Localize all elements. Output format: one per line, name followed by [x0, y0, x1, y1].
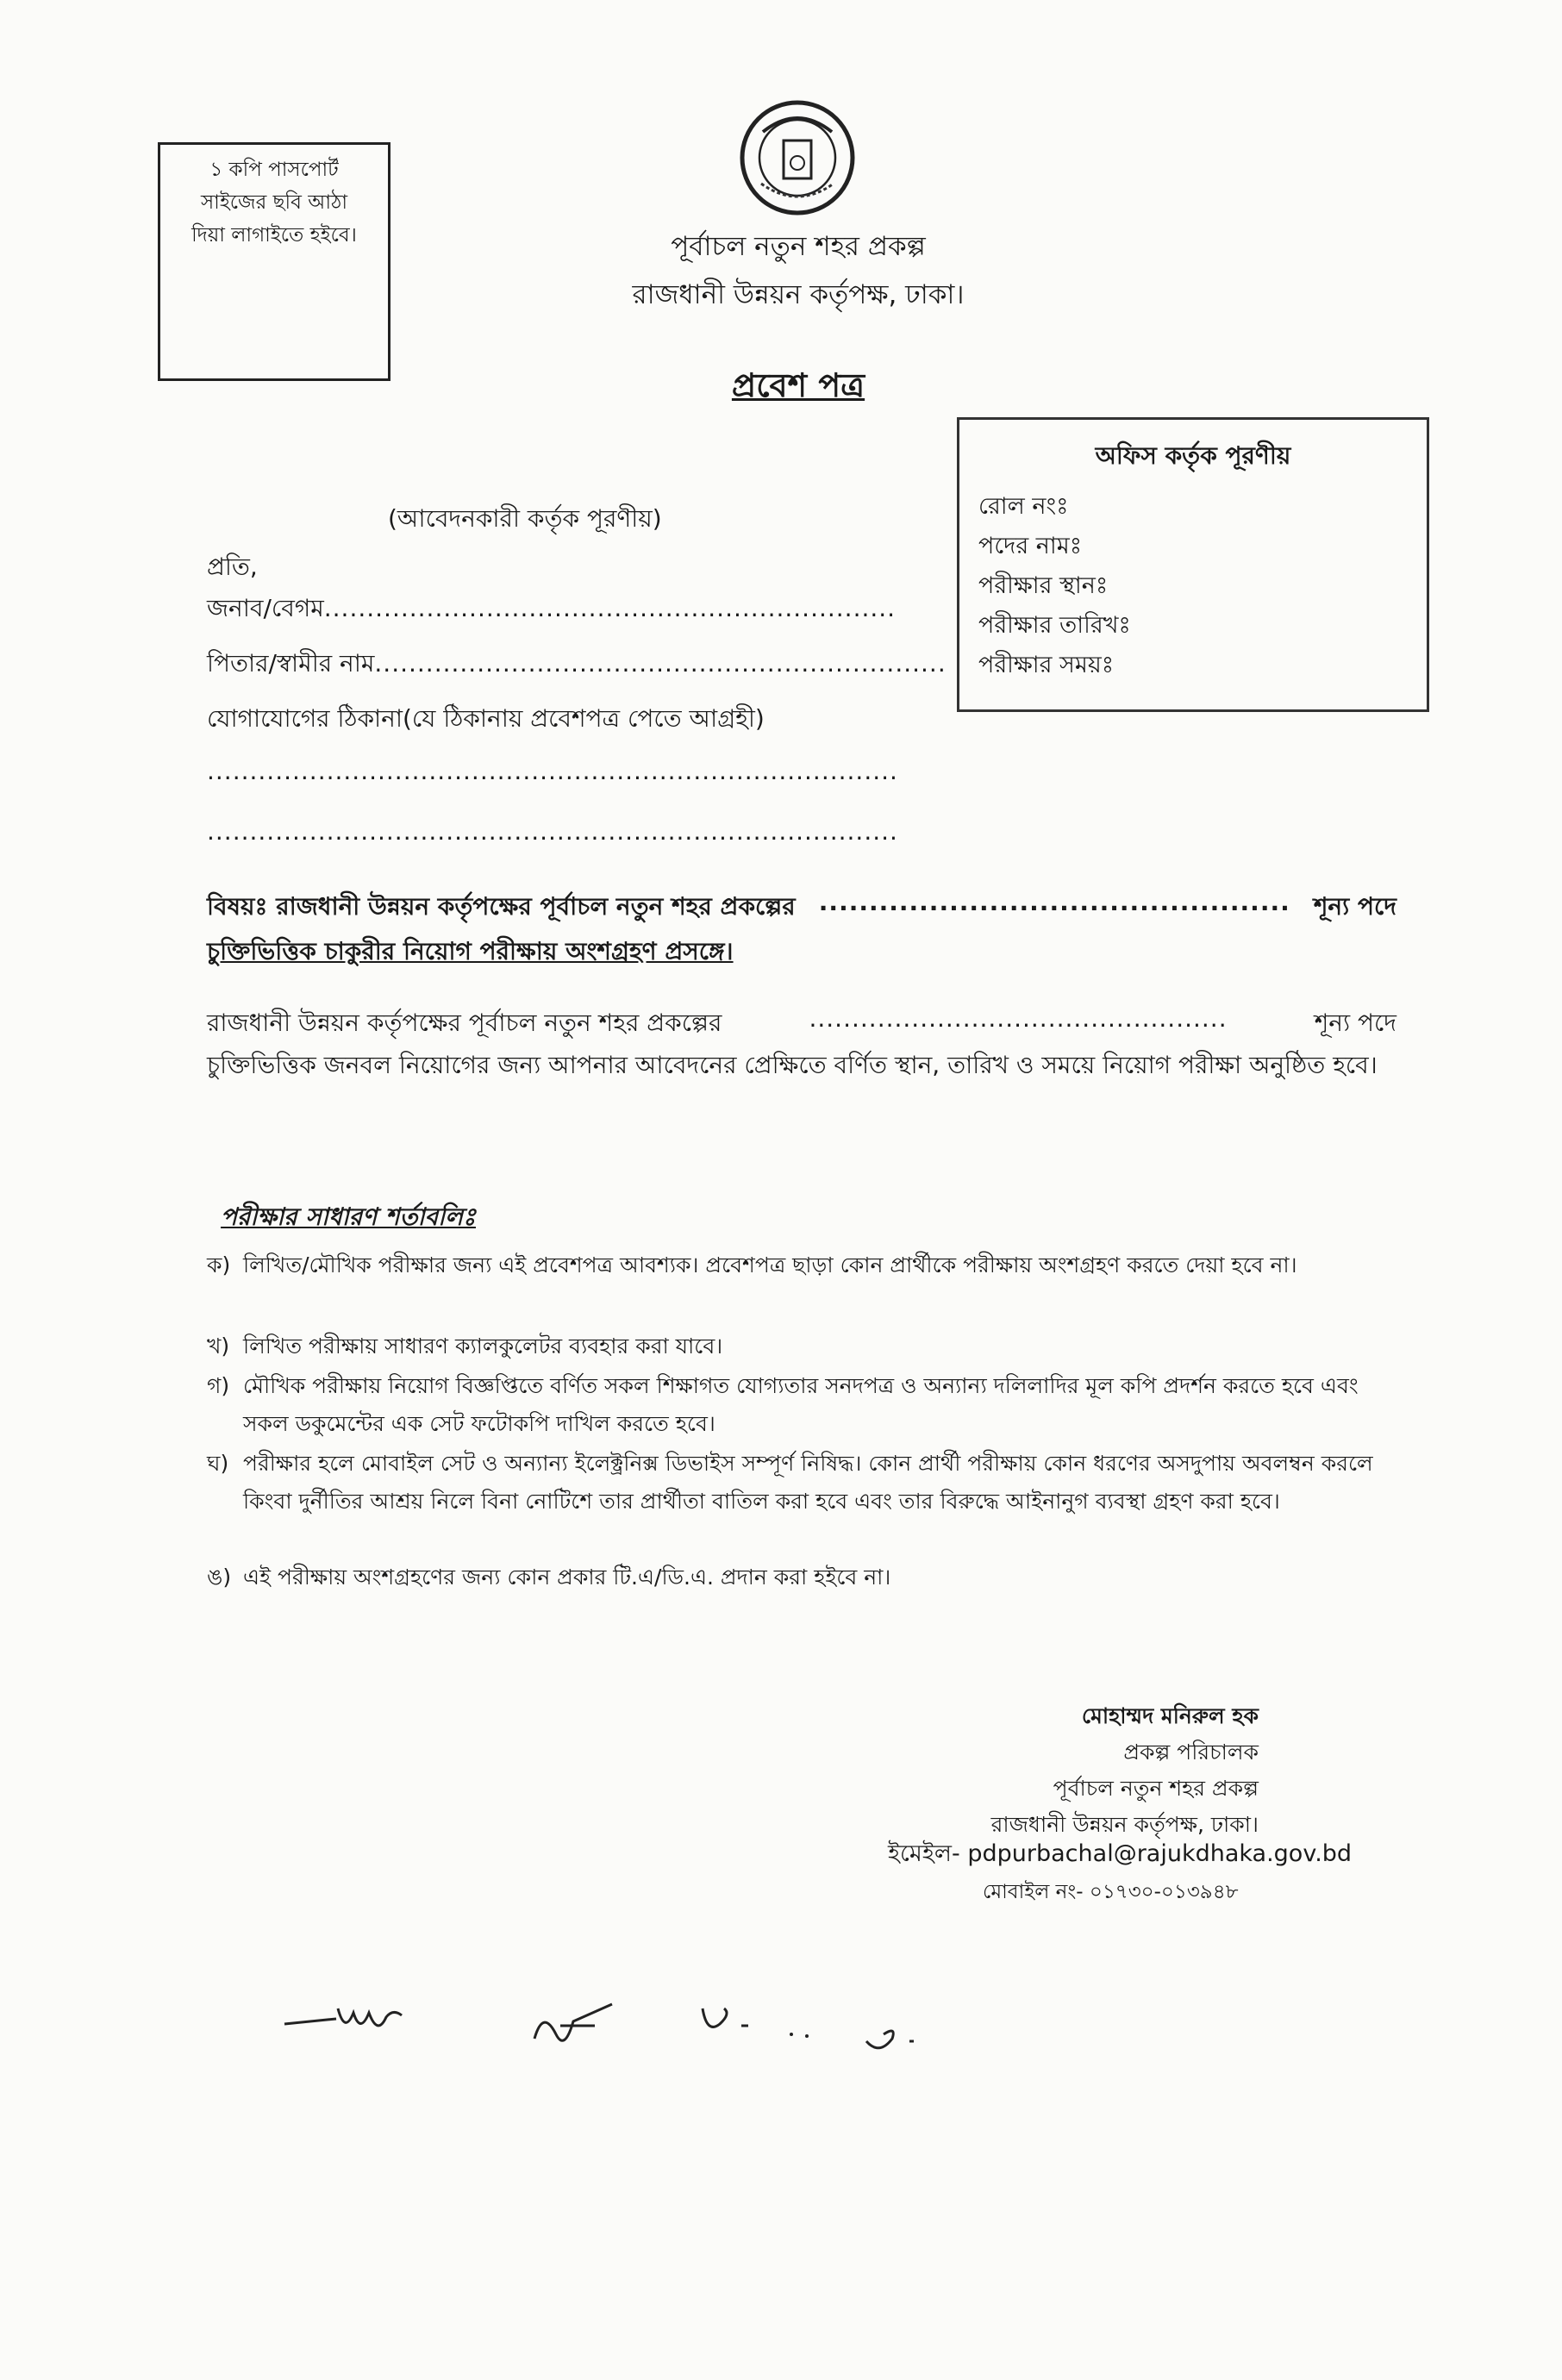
- rajuk-seal-icon: [737, 97, 858, 218]
- office-field-venue: পরীক্ষার স্থানঃ: [978, 572, 1109, 599]
- subject-line-2: চুক্তিভিত্তিক চাকুরীর নিয়োগ পরীক্ষায় অংশগ্রহণ প্রসঙ্গে।: [207, 937, 734, 965]
- signatory-authority: রাজধানী উন্নয়ন কর্তৃপক্ষ, ঢাকা।: [990, 1812, 1259, 1837]
- address-line-1[interactable]: .................................................................................: [207, 757, 898, 785]
- term-item-ga: [207, 1367, 1381, 1443]
- term-text: পরীক্ষার হলে মোবাইল সেট ও অন্যান্য ইলেক্ট্রনিক্স ডিভাইস সম্পূর্ণ নিষিদ্ধ। কোন প্রার্থী পরীক্ষায় কোন ধরণের অসদুপায় অবলম্বন করলে কিংবা দুর্নীতির আশ্রয় নিলে বিনা নোটিশে তার প্রার্থীতা বাতিল করা হবে এবং তার বিরুদ্ধে আইনানুগ ব্যবস্থা গ্রহণ করা হবে।: [243, 1451, 1373, 1514]
- term-text: লিখিত পরীক্ষায় সাধারণ ক্যালকুলেটর ব্যবহার করা যাবে।: [243, 1334, 723, 1359]
- subject-dots: ...............................................: [818, 888, 1290, 916]
- term-text: মৌখিক পরীক্ষায় নিয়োগ বিজ্ঞপ্তিতে বর্ণিত সকল শিক্ষাগত যোগ্যতার সনদপত্র ও অন্যান্য দলিলাদির মূল কপি প্রদর্শন করতে হবে এবং সকল ডকুমেন্টের এক সেট ফটোকপি দাখিল করতে হবে।: [243, 1373, 1359, 1436]
- page-title: প্রবেশ পত্র: [731, 366, 865, 404]
- authority-heading: রাজধানী উন্নয়ন কর্তৃপক্ষ, ঢাকা।: [632, 279, 965, 310]
- name-dots[interactable]: ...................................................................: [323, 594, 897, 622]
- term-item-kha: [207, 1327, 1381, 1365]
- signatory-mobile: মোবাইল নং- ০১৭৩০-০১৩৯৪৮: [983, 1881, 1239, 1903]
- to-label: প্রতি,: [207, 553, 258, 581]
- term-label: গ): [207, 1373, 230, 1398]
- address-label: যোগাযোগের ঠিকানা(যে ঠিকানায় প্রবেশপত্র পেতে আগ্রহী): [207, 704, 765, 733]
- photo-box-line-3: দিয়া লাগাইতে হইবে।: [191, 224, 357, 247]
- subject-line-1: [207, 888, 1396, 928]
- office-field-post: পদের নামঃ: [978, 533, 1083, 559]
- subject-start: বিষয়ঃ রাজধানী উন্নয়ন কর্তৃপক্ষের পূর্বাচল নতুন শহর প্রকল্পের: [207, 892, 796, 921]
- applicant-note: (আবেদনকারী কর্তৃক পূরণীয়): [388, 504, 662, 533]
- name-label: জনাব/বেগম: [207, 594, 324, 622]
- body-line-1: [207, 1004, 1396, 1045]
- photo-box: [158, 142, 390, 381]
- body-paragraph: চুক্তিভিত্তিক জনবল নিয়োগের জন্য আপনার আবেদনের প্রেক্ষিতে বর্ণিত স্থান, তারিখ ও সময়ে নিয়োগ পরীক্ষা অনুষ্ঠিত হবে।: [207, 1051, 1378, 1079]
- project-heading: পূর্বাচল নতুন শহর প্রকল্প: [671, 231, 926, 262]
- father-dots[interactable]: ...................................................................: [374, 649, 947, 678]
- office-use-box: [957, 417, 1429, 712]
- father-label: পিতার/স্বামীর নাম: [207, 649, 375, 678]
- signature-block: [776, 1698, 1259, 1843]
- handwritten-signatures-icon: [276, 1974, 965, 2086]
- office-field-date: পরীক্ষার তারিখঃ: [978, 612, 1131, 639]
- term-item-gha: [207, 1445, 1381, 1521]
- terms-heading: পরীক্ষার সাধারণ শর্তাবলিঃ: [221, 1202, 476, 1231]
- office-field-time: পরীক্ষার সময়ঃ: [978, 652, 1115, 678]
- father-row: [207, 645, 947, 685]
- signatory-email: ইমেইল- pdpurbachal@rajukdhaka.gov.bd: [888, 1840, 1353, 1867]
- signatory-designation: প্রকল্প পরিচালক: [1123, 1740, 1259, 1765]
- term-label: খ): [207, 1334, 230, 1359]
- term-text: এই পরীক্ষায় অংশগ্রহণের জন্য কোন প্রকার টি.এ/ডি.এ. প্রদান করা হইবে না।: [243, 1565, 891, 1590]
- term-label: ক): [207, 1252, 231, 1277]
- signatory-project: পূর্বাচল নতুন শহর প্রকল্প: [1053, 1776, 1259, 1801]
- signatory-name: মোহাম্মদ মনিরুল হক: [1081, 1703, 1259, 1728]
- term-item-ka: [207, 1246, 1381, 1284]
- subject-end: শূন্য পদে: [1313, 892, 1396, 921]
- name-row: [207, 590, 896, 630]
- term-text: লিখিত/মৌখিক পরীক্ষার জন্য এই প্রবেশপত্র আবশ্যক। প্রবেশপত্র ছাড়া কোন প্রার্থীকে পরীক্ষায় অংশগ্রহণ করতে দেয়া হবে না।: [243, 1252, 1297, 1277]
- photo-box-line-2: সাইজের ছবি আঠা: [200, 191, 348, 214]
- term-label: ঘ): [207, 1451, 229, 1476]
- office-box-heading: অফিস কর্তৃক পূরণীয়: [1095, 441, 1291, 470]
- term-label: ঙ): [207, 1565, 232, 1590]
- office-field-roll: রোল নংঃ: [978, 493, 1069, 520]
- body-start: রাজধানী উন্নয়ন কর্তৃপক্ষের পূর্বাচল নতুন শহর প্রকল্পের: [207, 1009, 722, 1037]
- address-line-2[interactable]: .................................................................................: [207, 817, 898, 846]
- body-end: শূন্য পদে: [1314, 1009, 1396, 1037]
- body-dots: .................................................: [809, 1004, 1228, 1033]
- photo-box-line-1: ১ কপি পাসপোর্ট: [209, 159, 339, 181]
- term-item-uma: [207, 1559, 1381, 1596]
